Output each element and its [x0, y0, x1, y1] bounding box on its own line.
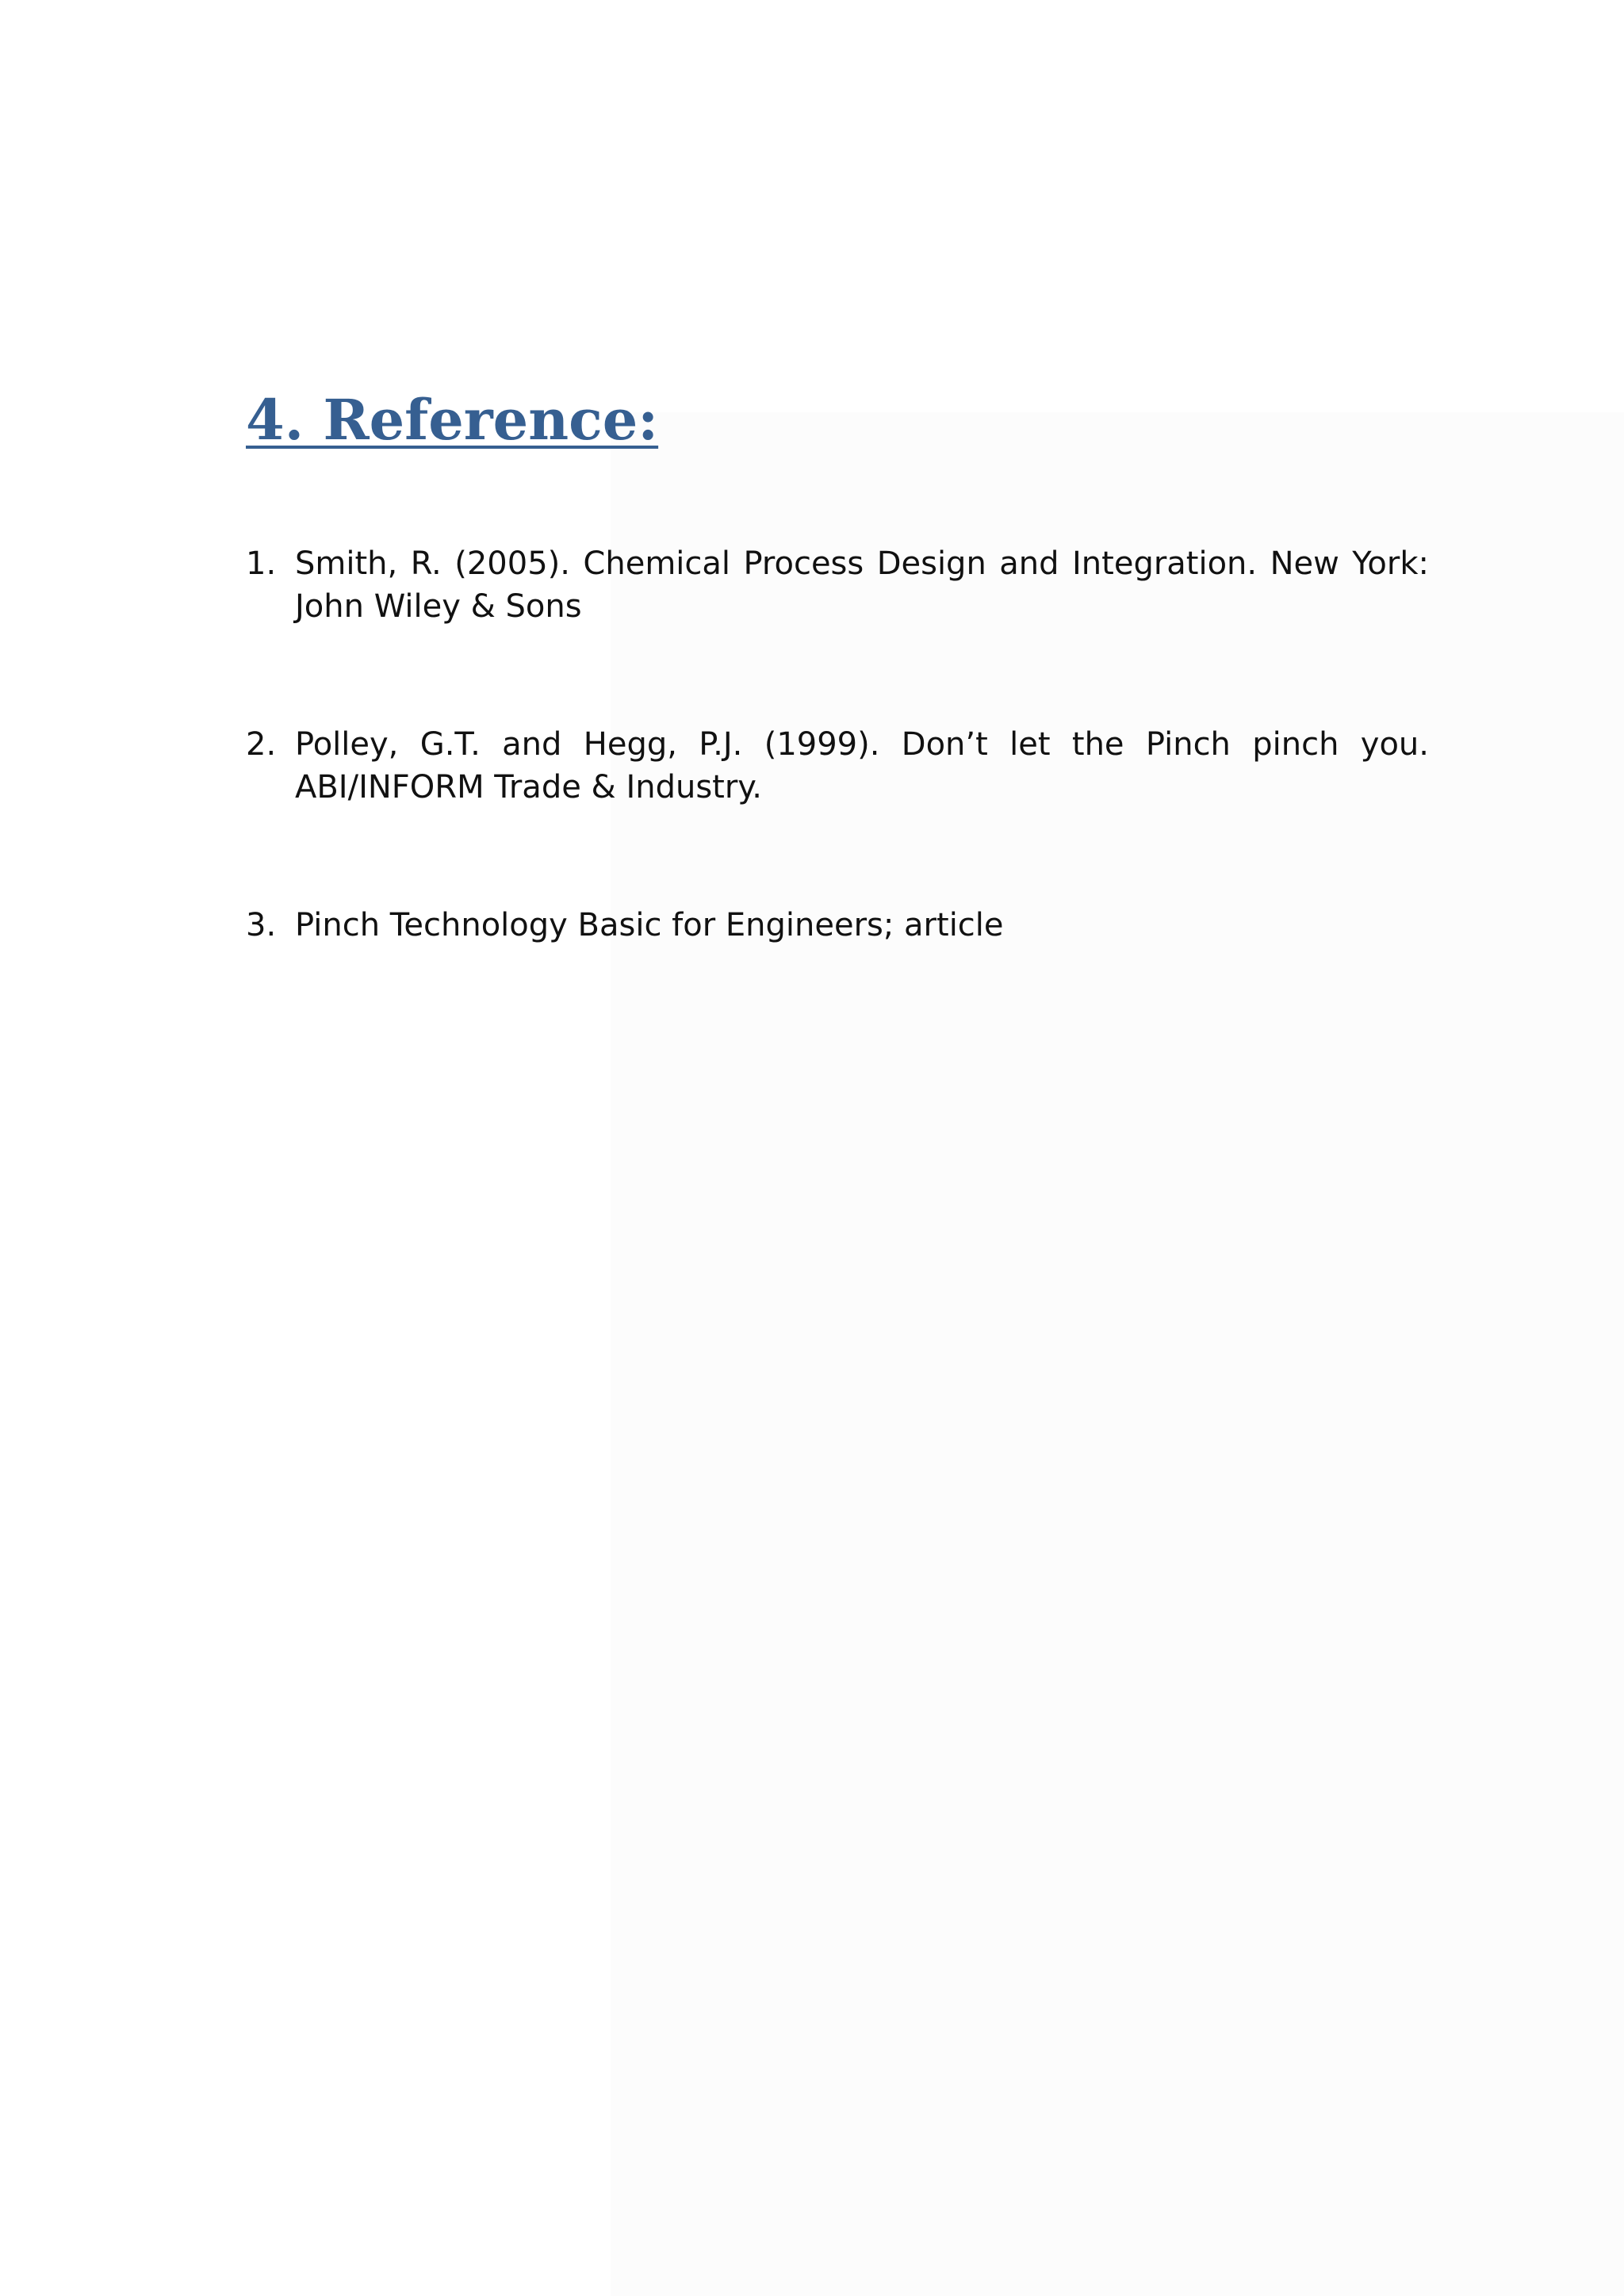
reference-number: 3. [246, 907, 277, 943]
reference-number: 1. [246, 545, 277, 582]
section-heading: 4. Reference: [246, 387, 659, 453]
reference-text: Polley, G.T. and Hegg, P.J. (1999). Don’t let the Pinch pinch you. ABI/INFORM Trade & Industry. [295, 726, 1429, 806]
reference-item [246, 723, 1429, 809]
reference-list [246, 542, 1429, 947]
reference-item [246, 542, 1429, 628]
reference-item [246, 904, 1429, 947]
reference-text: Smith, R. (2005). Chemical Process Design and Integration. New York: John Wiley & Sons [295, 545, 1429, 625]
reference-text: Pinch Technology Basic for Engineers; article [295, 907, 1004, 943]
reference-number: 2. [246, 726, 277, 763]
